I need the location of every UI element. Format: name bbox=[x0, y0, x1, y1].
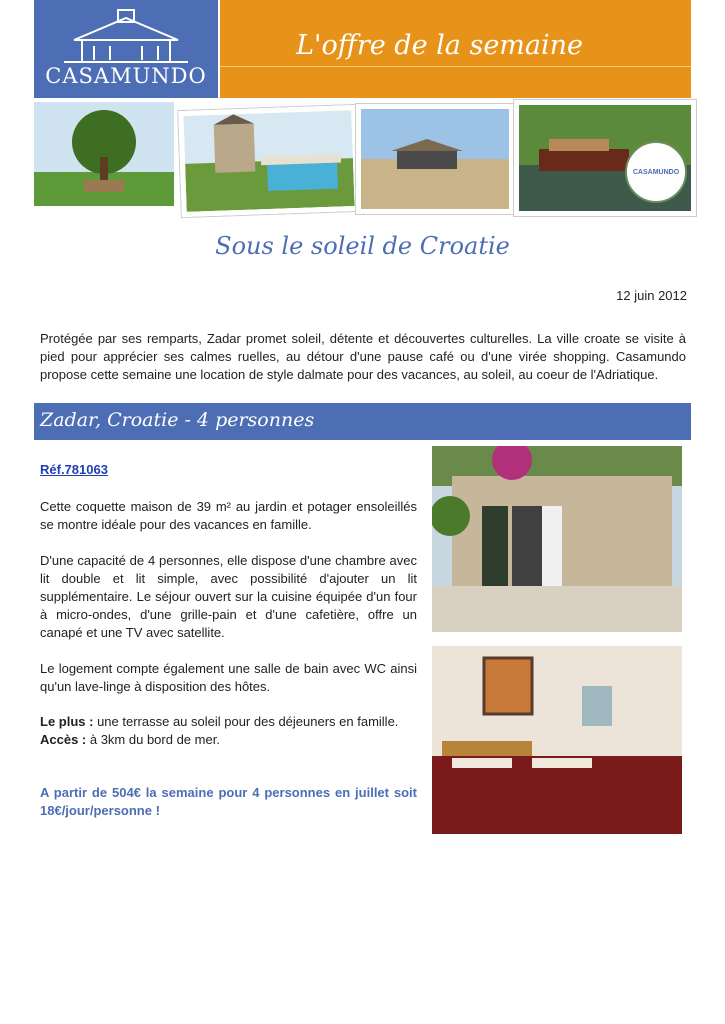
price-offer: A partir de 504€ la semaine pour 4 personnes en juillet soit 18€/jour/personne ! bbox=[40, 785, 417, 818]
article-title: Sous le soleil de Croatie bbox=[215, 232, 510, 260]
pool-villa-photo bbox=[178, 105, 360, 217]
boat-canal-photo bbox=[514, 100, 696, 216]
description-paragraph-3: Le logement compte également une salle de bain avec WC ainsi qu'un lave-linge à disposition des hôtes. bbox=[40, 661, 417, 694]
casamundo-logo[interactable] bbox=[34, 0, 218, 98]
acces-text: à 3km du bord de mer. bbox=[86, 732, 220, 747]
banner-divider bbox=[220, 66, 691, 67]
house-exterior-photo bbox=[432, 446, 682, 632]
casamundo-stamp-icon: CASAMUNDO bbox=[625, 141, 687, 203]
description-paragraph-1: Cette coquette maison de 39 m² au jardin et potager ensoleillés se montre idéale pour des vacances en famille. bbox=[40, 499, 417, 532]
plus-text: une terrasse au soleil pour des déjeuners en famille. bbox=[93, 714, 399, 729]
plus-label: Le plus : bbox=[40, 714, 94, 729]
offer-section-title: Zadar, Croatie - 4 personnes bbox=[40, 409, 315, 431]
photo-strip bbox=[34, 98, 691, 214]
highlights bbox=[40, 713, 417, 749]
banner-title: L'offre de la semaine bbox=[296, 30, 583, 61]
garden-photo bbox=[34, 102, 174, 206]
brand-name: CASAMUNDO bbox=[45, 64, 207, 88]
intro-paragraph: Protégée par ses remparts, Zadar promet soleil, détente et découvertes culturelles. La ville croate se visite à pied pour apprécier ses calmes ruelles, au détour d'une pause café ou d'une virée shopping. Casamundo propose cette semaine une location de style dalmate pour des vacances, au soleil, au coeur de l'Adriatique. bbox=[40, 331, 686, 382]
bedroom-photo bbox=[432, 646, 682, 834]
description-paragraph-2: D'une capacité de 4 personnes, elle dispose d'une chambre avec lit double et lit simple, avec possibilité d'ajouter un lit supplémentaire. Le séjour ouvert sur la cuisine équipée d'un four à micro-ondes, d'une grille-pain et d'une cafetière, offre un canapé et une TV avec satellite. bbox=[40, 553, 417, 640]
article-date: 12 juin 2012 bbox=[616, 288, 687, 303]
reference-link[interactable]: Réf.781063 bbox=[40, 462, 108, 477]
dunes-photo bbox=[356, 104, 514, 214]
header-banner bbox=[220, 0, 691, 98]
acces-label: Accès : bbox=[40, 732, 87, 747]
offer-section-header bbox=[34, 403, 691, 440]
